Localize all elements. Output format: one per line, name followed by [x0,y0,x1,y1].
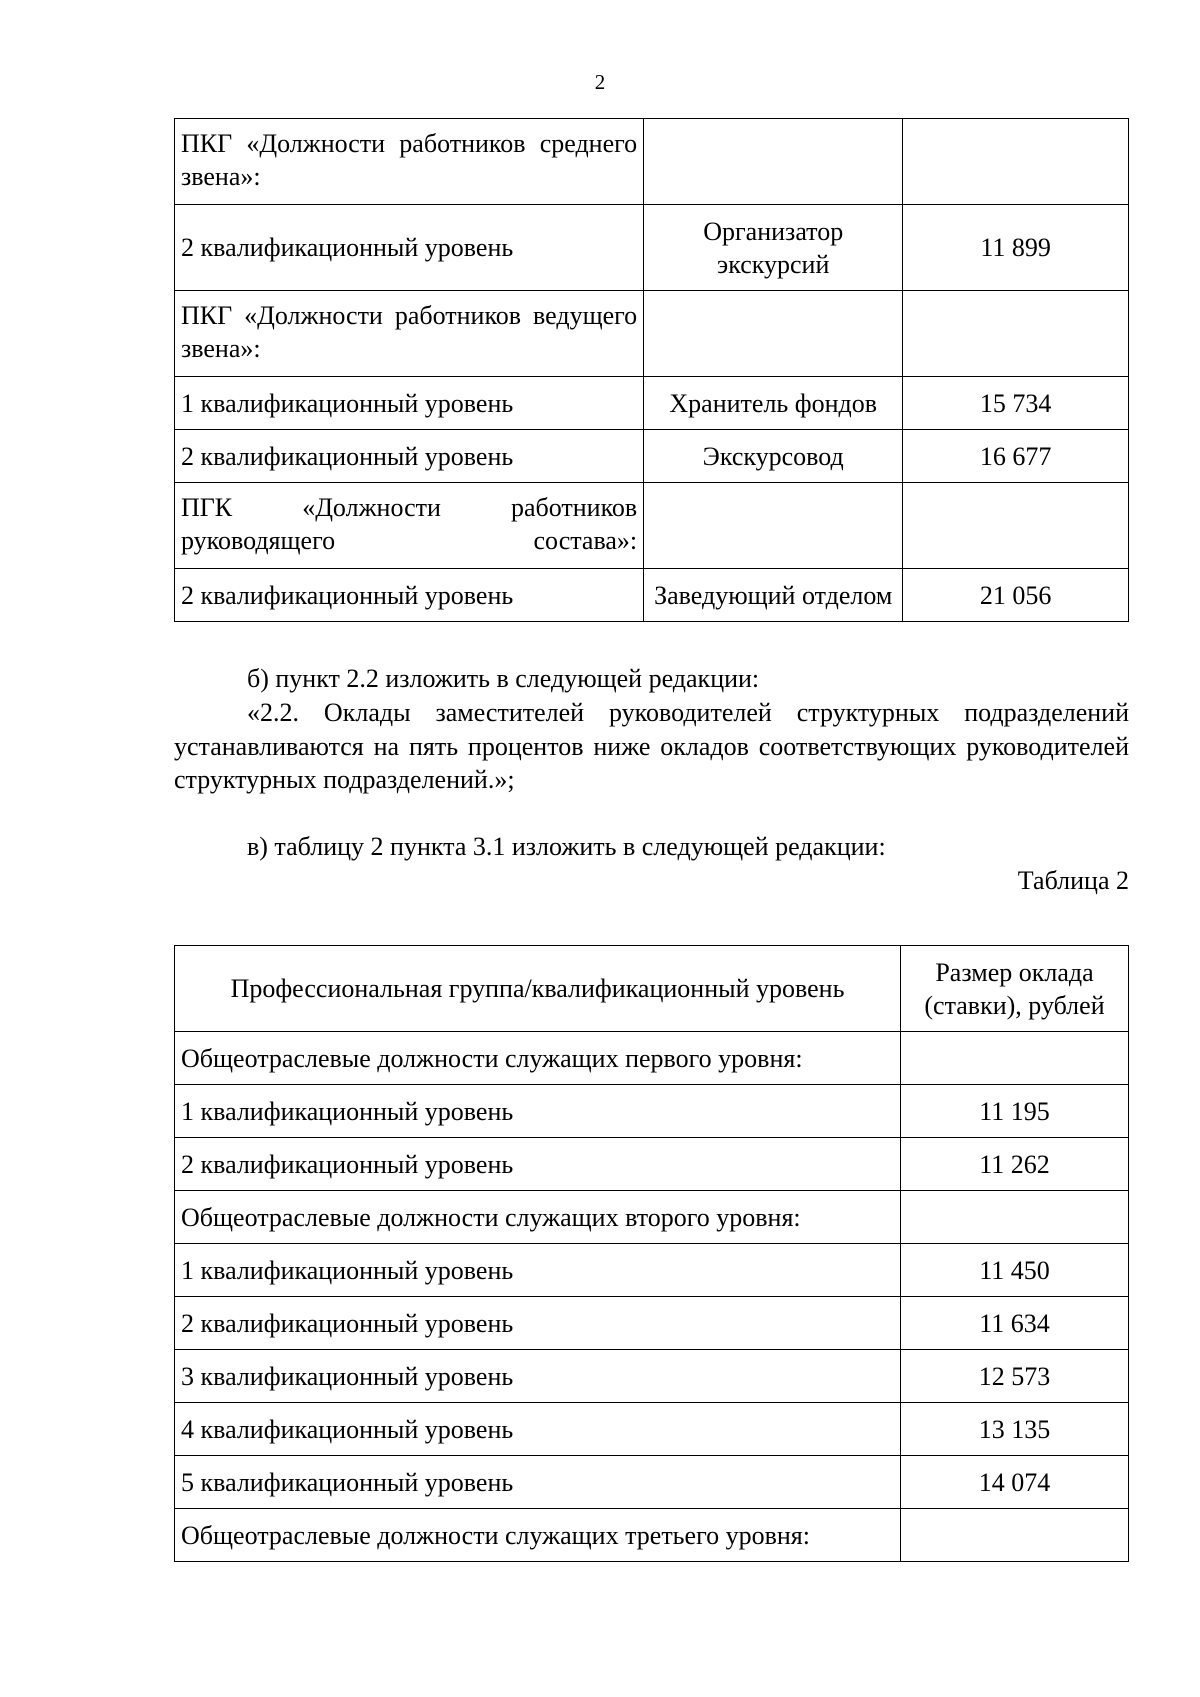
table-caption: Таблица 2 [1017,866,1129,895]
salary-table-levels-body [175,946,1129,1562]
table-row [175,569,1129,622]
level-cell: 1 квалификационный уровень [175,1085,901,1138]
salary-cell: 11 634 [901,1297,1129,1350]
paragraph-b: б) пункт 2.2 изложить в следующей редакции: [247,664,760,693]
group-row [175,1509,1129,1562]
empty-cell [644,291,903,377]
group-row [175,1032,1129,1085]
salary-cell: 12 573 [901,1350,1129,1403]
group-row [175,291,1129,377]
level-cell: 2 квалификационный уровень [175,1297,901,1350]
level-cell: 2 квалификационный уровень [175,205,644,291]
group-row [175,119,1129,205]
level-cell: 5 квалификационный уровень [175,1456,901,1509]
salary-cell: 11 450 [901,1244,1129,1297]
salary-table-positions [174,118,1129,622]
salary-table-levels [174,945,1129,1562]
table-row [175,1085,1129,1138]
empty-cell [903,483,1129,569]
group-title-cell: ПГК «Должности работников руководящего состава»: [175,483,644,569]
paragraph-2-2: «2.2. Оклады заместителей руководителей структурных подразделений устанавливаются на пять процентов ниже окладов соответствующих руководителей структурных подразделений.»; [174,698,1129,794]
position-cell: Заведующий отделом [644,569,903,622]
empty-cell [644,483,903,569]
group-row [175,483,1129,569]
group-title-cell: Общеотраслевые должности служащих второго уровня: [175,1191,901,1244]
level-cell: 2 квалификационный уровень [175,569,644,622]
table-header-row [175,946,1129,1032]
level-cell: 2 квалификационный уровень [175,430,644,483]
table-row [175,1350,1129,1403]
group-title-cell: Общеотраслевые должности служащих третьего уровня: [175,1509,901,1562]
header-group-cell: Профессиональная группа/квалификационный уровень [175,946,901,1032]
group-title-cell: ПКГ «Должности работников ведущего звена»: [175,291,644,377]
salary-cell: 11 195 [901,1085,1129,1138]
position-cell: Хранитель фондов [644,377,903,430]
page-number: 2 [594,70,606,94]
empty-cell [901,1509,1129,1562]
salary-cell: 14 074 [901,1456,1129,1509]
position-cell: Экскурсовод [644,430,903,483]
group-row [175,1191,1129,1244]
table-row [175,430,1129,483]
level-cell: 2 квалификационный уровень [175,1138,901,1191]
table-row [175,377,1129,430]
table-row [175,1456,1129,1509]
salary-cell: 15 734 [903,377,1129,430]
table-row [175,1297,1129,1350]
salary-cell: 11 899 [903,205,1129,291]
table-row [175,1138,1129,1191]
header-salary-cell: Размер оклада (ставки), рублей [901,946,1129,1032]
level-cell: 1 квалификационный уровень [175,377,644,430]
empty-cell [644,119,903,205]
salary-cell: 16 677 [903,430,1129,483]
position-cell: Организатор экскурсий [644,205,903,291]
paragraph-v: в) таблицу 2 пункта 3.1 изложить в следующей редакции: [247,832,886,861]
level-cell: 4 квалификационный уровень [175,1403,901,1456]
level-cell: 3 квалификационный уровень [175,1350,901,1403]
empty-cell [901,1032,1129,1085]
salary-cell: 21 056 [903,569,1129,622]
table-row [175,1403,1129,1456]
group-title-cell: ПКГ «Должности работников среднего звена»: [175,119,644,205]
empty-cell [903,291,1129,377]
empty-cell [903,119,1129,205]
salary-cell: 11 262 [901,1138,1129,1191]
empty-cell [901,1191,1129,1244]
salary-table-positions-body [175,119,1129,622]
level-cell: 1 квалификационный уровень [175,1244,901,1297]
table-row [175,1244,1129,1297]
group-title-cell: Общеотраслевые должности служащих первого уровня: [175,1032,901,1085]
table-row [175,205,1129,291]
salary-cell: 13 135 [901,1403,1129,1456]
